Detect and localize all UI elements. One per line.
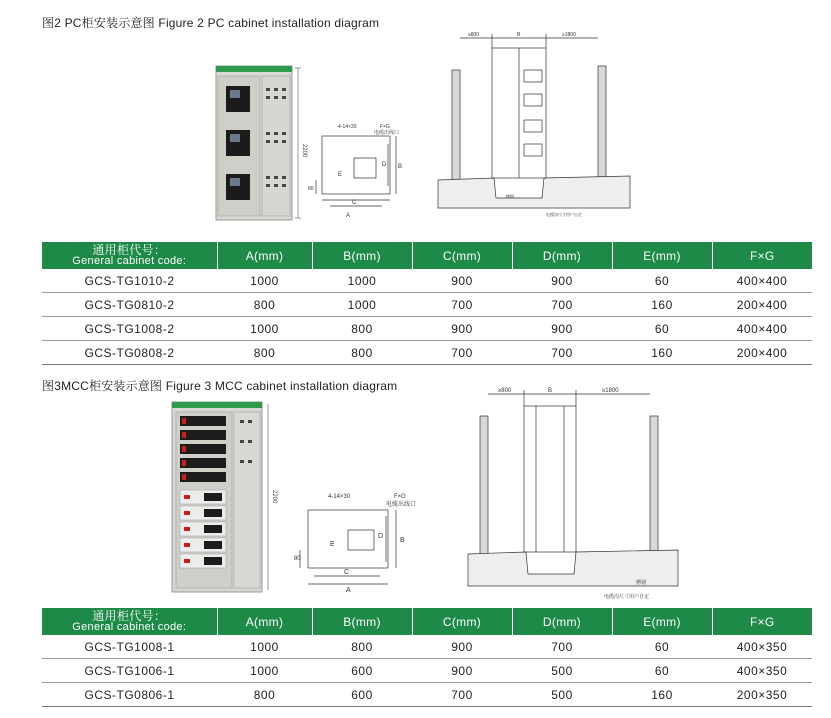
cell-a: 800 [217, 341, 312, 365]
cell-c: 700 [412, 683, 512, 707]
table-row [42, 659, 812, 683]
table-header-row [42, 242, 812, 269]
cell-e: 60 [612, 635, 712, 659]
cell-a: 1000 [217, 269, 312, 293]
mcc-fxg-label: F×G [394, 494, 406, 500]
pc-note-label: 电缆沟尺寸用户自定 [546, 212, 582, 217]
cell-b: 800 [312, 341, 412, 365]
pc-b-label: B [398, 164, 403, 170]
cell-fxg: 400×350 [712, 635, 812, 659]
cell-fxg: 200×400 [712, 341, 812, 365]
mcc-80-label: 80 [294, 556, 301, 562]
header-b: B(mm) [312, 608, 412, 635]
cell-b: 600 [312, 683, 412, 707]
header-fxg: F×G [712, 242, 812, 269]
header-c: C(mm) [412, 242, 512, 269]
cell-a: 1000 [217, 317, 312, 341]
pc-base-plan [308, 120, 412, 220]
cell-code: GCS-TG1010-2 [42, 269, 217, 293]
cell-d: 500 [512, 683, 612, 707]
cell-code: GCS-TG1008-2 [42, 317, 217, 341]
cell-a: 1000 [217, 635, 312, 659]
mcc-note-label: 电缆沟尺寸用户自定 [604, 594, 650, 600]
cell-d: 700 [512, 635, 612, 659]
pc-c-label: C [352, 200, 357, 206]
cell-fxg: 400×400 [712, 269, 812, 293]
pc-right-gap-label: ≥1800 [562, 32, 576, 38]
table-row [42, 269, 812, 293]
pc-b-gap-label: B [517, 32, 521, 38]
header-fxg: F×G [712, 608, 812, 635]
pc-e-label: E [338, 172, 343, 178]
header-a: A(mm) [217, 608, 312, 635]
cell-fxg: 200×400 [712, 293, 812, 317]
code-header-cn: 通用柜代号： [92, 609, 167, 623]
mcc-left-gap-label: ≥800 [498, 388, 512, 394]
cell-c: 900 [412, 659, 512, 683]
code-header-cn: 通用柜代号： [92, 243, 167, 257]
cell-code: GCS-TG0810-2 [42, 293, 217, 317]
cell-a: 1000 [217, 659, 312, 683]
mcc-b-gap-label: B [548, 388, 553, 394]
mcc-holes-label: 4-14×30 [328, 494, 351, 500]
mcc-d-label: D [378, 533, 384, 540]
cell-e: 160 [612, 293, 712, 317]
cell-e: 60 [612, 269, 712, 293]
cell-b: 800 [312, 635, 412, 659]
header-c: C(mm) [412, 608, 512, 635]
cell-d: 900 [512, 269, 612, 293]
cell-e: 160 [612, 341, 712, 365]
header-b: B(mm) [312, 242, 412, 269]
cell-d: 700 [512, 293, 612, 317]
table-row [42, 635, 812, 659]
pc-cabinet-table [42, 242, 812, 365]
mcc-steel-label: 槽钢 [636, 580, 647, 586]
table-row [42, 317, 812, 341]
cell-b: 600 [312, 659, 412, 683]
figure-2-caption: 图2 PC柜安装示意图 Figure 2 PC cabinet installation diagram [42, 16, 380, 30]
pc-80-label: 80 [308, 186, 314, 192]
table-row [42, 341, 812, 365]
cell-c: 900 [412, 269, 512, 293]
mcc-base-plan [294, 488, 418, 592]
code-header-en: General cabinet code: [72, 255, 187, 267]
cell-d: 500 [512, 659, 612, 683]
cell-e: 160 [612, 683, 712, 707]
mcc-cabinet-table [42, 608, 812, 707]
mcc-cable-label: 电缆出线口 [386, 502, 417, 508]
cell-c: 900 [412, 635, 512, 659]
cell-d: 700 [512, 341, 612, 365]
figure-3-caption: 图3MCC柜安装示意图 Figure 3 MCC cabinet installation diagram [42, 379, 398, 393]
mcc-height-label: 2200 [271, 490, 277, 504]
mcc-a-label: A [346, 587, 351, 594]
table-row [42, 293, 812, 317]
header-e: E(mm) [612, 242, 712, 269]
header-d: D(mm) [512, 242, 612, 269]
cell-code: GCS-TG1006-1 [42, 659, 217, 683]
mcc-install-section [464, 386, 684, 602]
cell-fxg: 400×400 [712, 317, 812, 341]
table-row [42, 683, 812, 707]
cell-fxg: 200×350 [712, 683, 812, 707]
mcc-e-label: E [330, 541, 335, 548]
pc-a-label: A [346, 213, 351, 219]
code-header [42, 242, 217, 269]
pc-cable-label: 电缆出线口 [374, 130, 400, 136]
pc-left-gap-label: ≥800 [468, 32, 480, 38]
cell-c: 700 [412, 293, 512, 317]
mcc-right-gap-label: ≥1800 [602, 388, 619, 394]
code-header [42, 608, 217, 635]
cell-a: 800 [217, 293, 312, 317]
header-d: D(mm) [512, 608, 612, 635]
pc-install-section [434, 30, 634, 220]
cell-c: 700 [412, 341, 512, 365]
pc-steel-label: 槽钢 [506, 194, 514, 199]
cell-code: GCS-TG0806-1 [42, 683, 217, 707]
cell-a: 800 [217, 683, 312, 707]
pc-holes-label: 4-14×30 [338, 124, 357, 130]
cell-c: 900 [412, 317, 512, 341]
cell-b: 1000 [312, 269, 412, 293]
cell-e: 60 [612, 317, 712, 341]
mcc-b-label: B [400, 537, 405, 544]
pc-fxg-label: F×G [380, 124, 390, 130]
cell-fxg: 400×350 [712, 659, 812, 683]
code-header-en: General cabinet code: [72, 621, 187, 633]
cell-e: 60 [612, 659, 712, 683]
pc-cabinet-photo [214, 64, 307, 222]
cell-d: 900 [512, 317, 612, 341]
header-a: A(mm) [217, 242, 312, 269]
cell-b: 1000 [312, 293, 412, 317]
cell-b: 800 [312, 317, 412, 341]
mcc-c-label: C [344, 569, 350, 576]
pc-height-label: 2200 [301, 144, 307, 158]
cell-code: GCS-TG0808-2 [42, 341, 217, 365]
pc-d-label: D [382, 162, 387, 168]
mcc-cabinet-photo [170, 400, 277, 594]
cell-code: GCS-TG1008-1 [42, 635, 217, 659]
header-e: E(mm) [612, 608, 712, 635]
table-header-row [42, 608, 812, 635]
